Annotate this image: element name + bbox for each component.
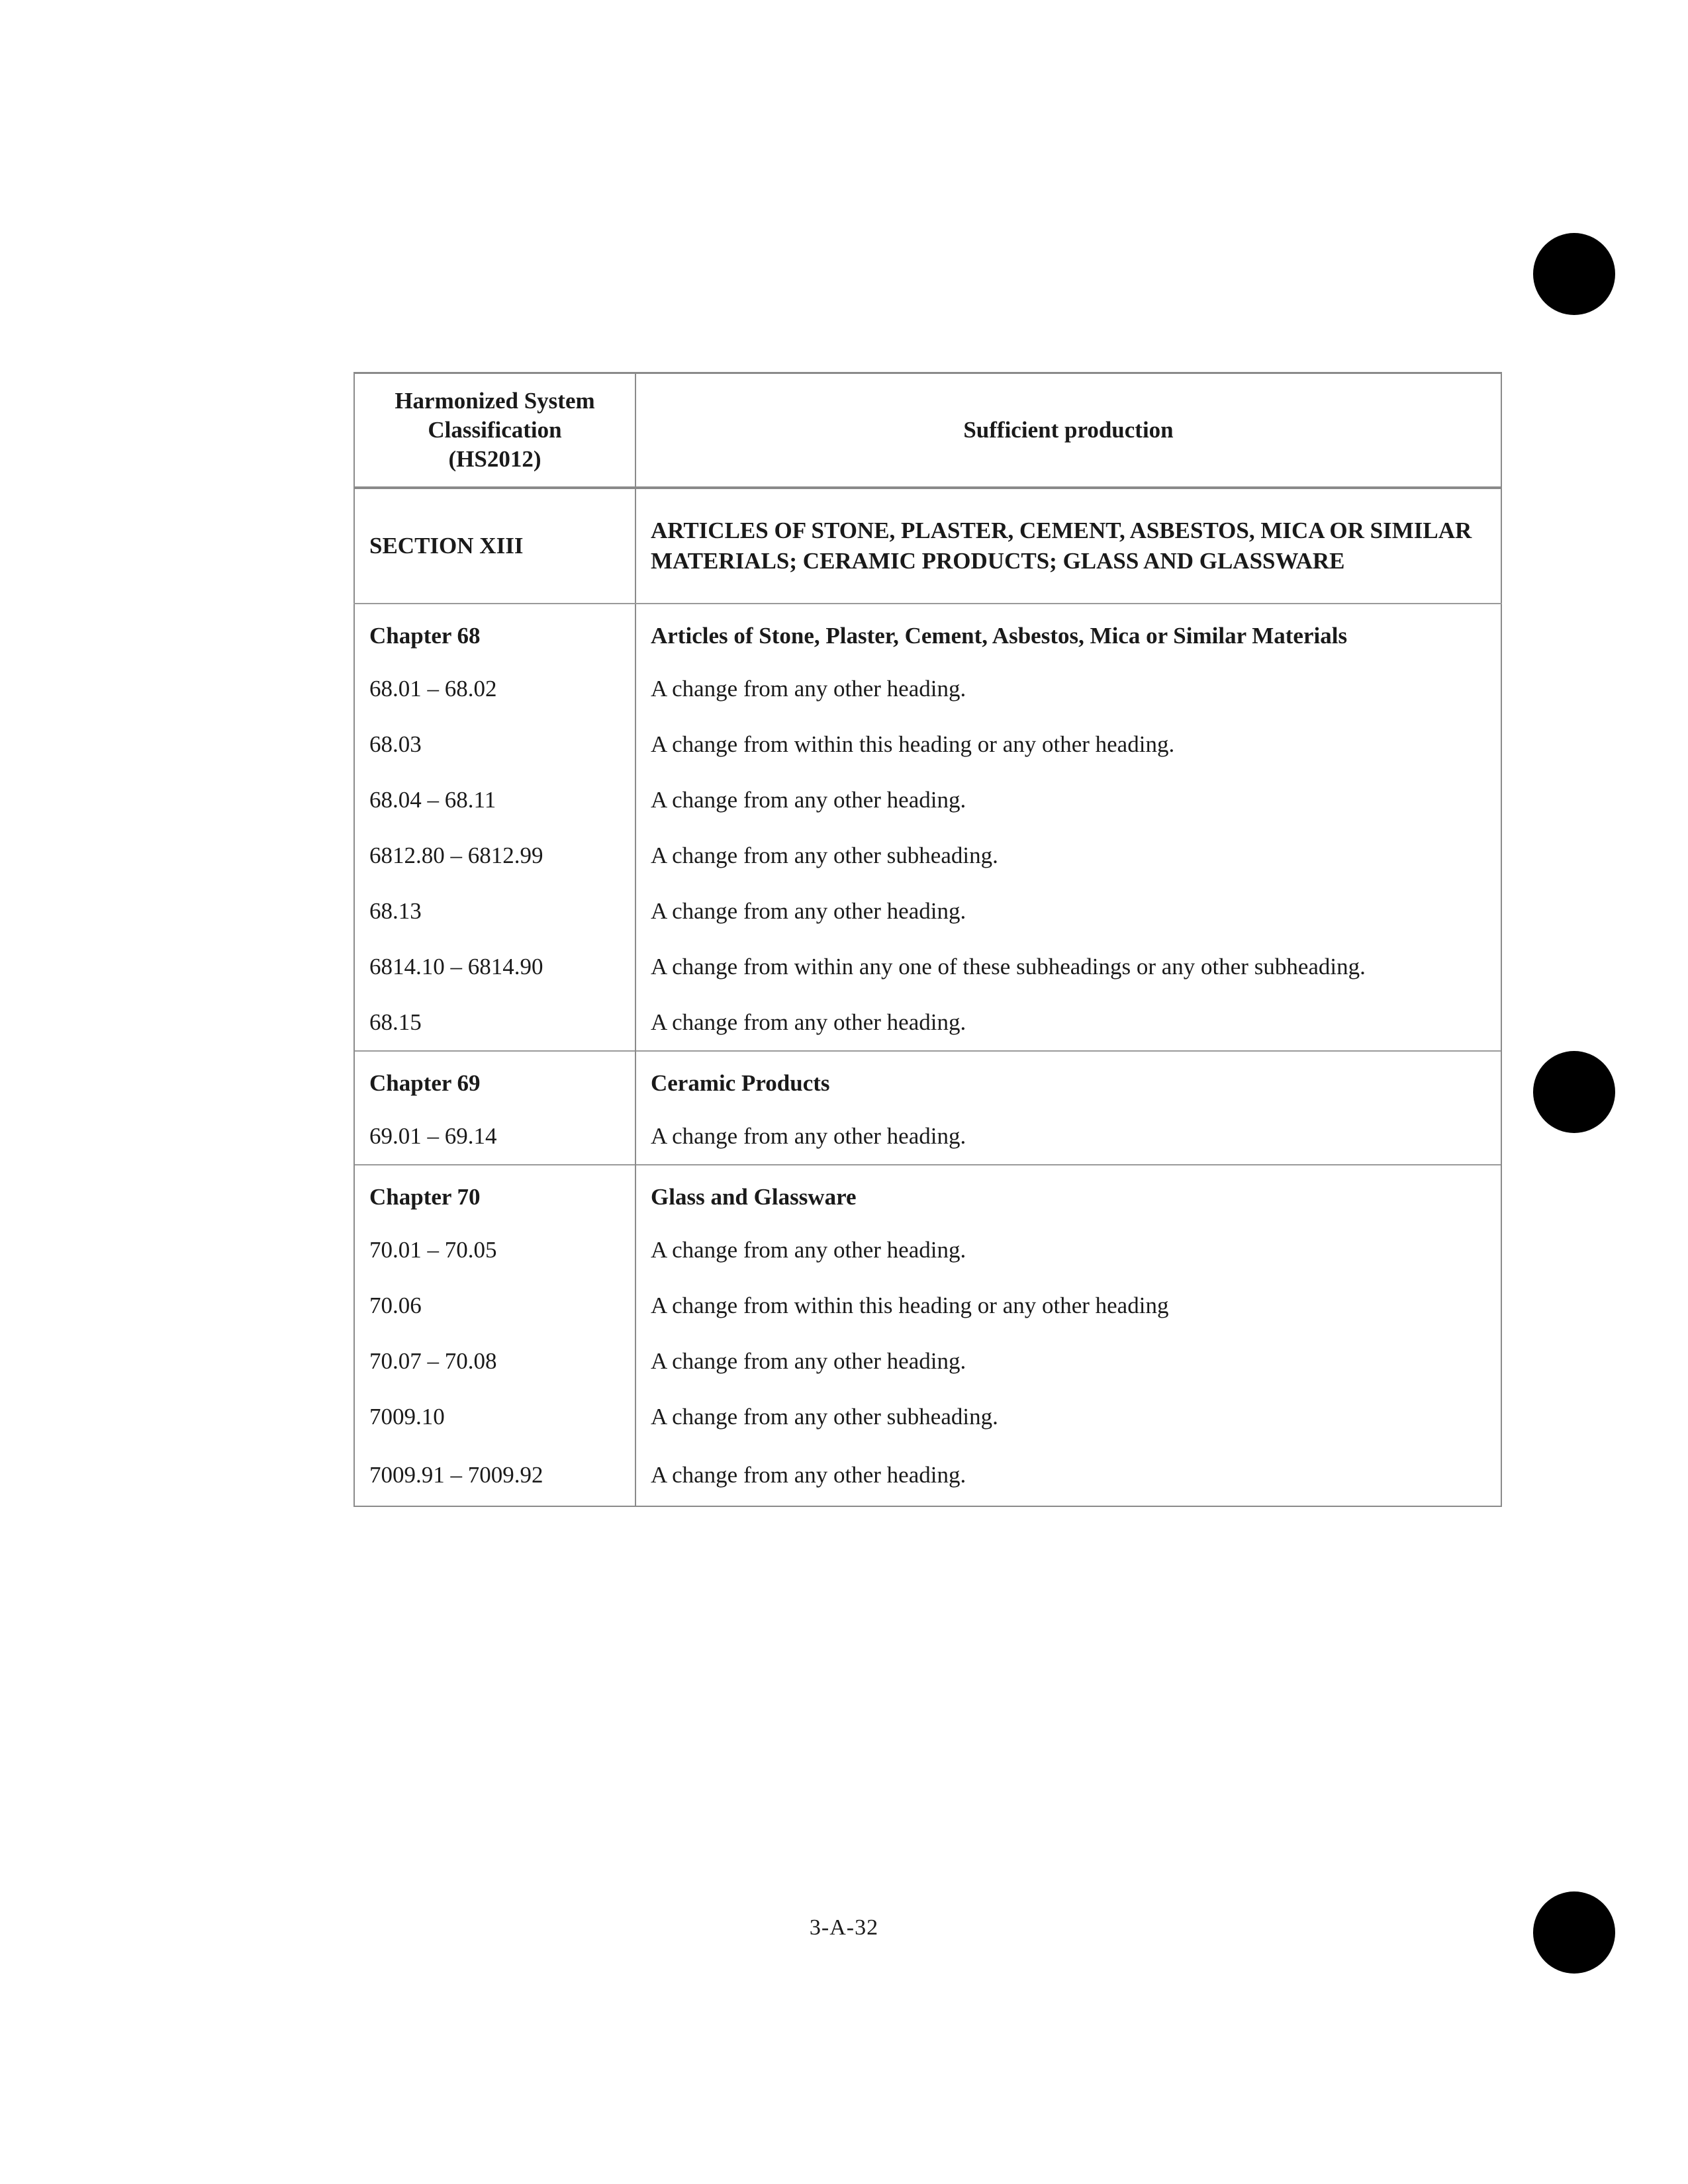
hs-code: 70.01 – 70.05 <box>354 1222 635 1278</box>
chapter-title: Glass and Glassware <box>635 1165 1501 1222</box>
table-row <box>354 1445 1501 1506</box>
table-row <box>354 1334 1501 1389</box>
rule-text: A change from any other heading. <box>635 1109 1501 1165</box>
hs-code: 68.01 – 68.02 <box>354 661 635 717</box>
chapter-row <box>354 604 1501 661</box>
table-row <box>354 1109 1501 1165</box>
section-code: SECTION XIII <box>354 488 635 604</box>
hs-code: 6814.10 – 6814.90 <box>354 939 635 995</box>
rule-text: A change from any other heading. <box>635 995 1501 1051</box>
hs-code: 68.13 <box>354 884 635 939</box>
chapter-row <box>354 1165 1501 1222</box>
rule-text: A change from within this heading or any other heading. <box>635 717 1501 772</box>
chapter-title: Ceramic Products <box>635 1051 1501 1109</box>
hs-code: 69.01 – 69.14 <box>354 1109 635 1165</box>
rule-text: A change from any other subheading. <box>635 828 1501 884</box>
hs-code: 6812.80 – 6812.99 <box>354 828 635 884</box>
table-row <box>354 995 1501 1051</box>
punch-hole-middle <box>1533 1051 1615 1133</box>
table-row <box>354 661 1501 717</box>
hs-code: 68.15 <box>354 995 635 1051</box>
hs-code: 7009.10 <box>354 1389 635 1445</box>
rule-text: A change from any other heading. <box>635 1445 1501 1506</box>
table-row <box>354 772 1501 828</box>
section-title: ARTICLES OF STONE, PLASTER, CEMENT, ASBESTOS, MICA OR SIMILAR MATERIALS; CERAMIC PRODUCTS; GLASS AND GLASSWARE <box>635 488 1501 604</box>
hs-code: 68.04 – 68.11 <box>354 772 635 828</box>
rule-text: A change from any other heading. <box>635 661 1501 717</box>
rule-text: A change from within this heading or any other heading <box>635 1278 1501 1334</box>
page-number: 3-A-32 <box>809 1915 879 1940</box>
table-row <box>354 717 1501 772</box>
rule-text: A change from any other heading. <box>635 772 1501 828</box>
table-row <box>354 1222 1501 1278</box>
punch-hole-top <box>1533 233 1615 315</box>
hs-code: 7009.91 – 7009.92 <box>354 1445 635 1506</box>
chapter-code: Chapter 69 <box>354 1051 635 1109</box>
rule-text: A change from within any one of these subheadings or any other subheading. <box>635 939 1501 995</box>
hs-code: 70.06 <box>354 1278 635 1334</box>
chapter-row <box>354 1051 1501 1109</box>
section-row <box>354 488 1501 604</box>
punch-hole-bottom <box>1533 1891 1615 1974</box>
rule-text: A change from any other subheading. <box>635 1389 1501 1445</box>
hs-rules-table <box>353 372 1502 1507</box>
chapter-title: Articles of Stone, Plaster, Cement, Asbestos, Mica or Similar Materials <box>635 604 1501 661</box>
hs-code: 68.03 <box>354 717 635 772</box>
table-row <box>354 939 1501 995</box>
table-row <box>354 884 1501 939</box>
rule-text: A change from any other heading. <box>635 1334 1501 1389</box>
chapter-code: Chapter 68 <box>354 604 635 661</box>
table-header-row <box>354 373 1501 488</box>
table-row <box>354 1278 1501 1334</box>
hs-code: 70.07 – 70.08 <box>354 1334 635 1389</box>
rule-text: A change from any other heading. <box>635 884 1501 939</box>
table-row <box>354 828 1501 884</box>
rule-text: A change from any other heading. <box>635 1222 1501 1278</box>
header-hs-classification: Harmonized System Classification (HS2012) <box>354 373 635 488</box>
table-row <box>354 1389 1501 1445</box>
chapter-code: Chapter 70 <box>354 1165 635 1222</box>
header-sufficient-production: Sufficient production <box>635 373 1501 488</box>
